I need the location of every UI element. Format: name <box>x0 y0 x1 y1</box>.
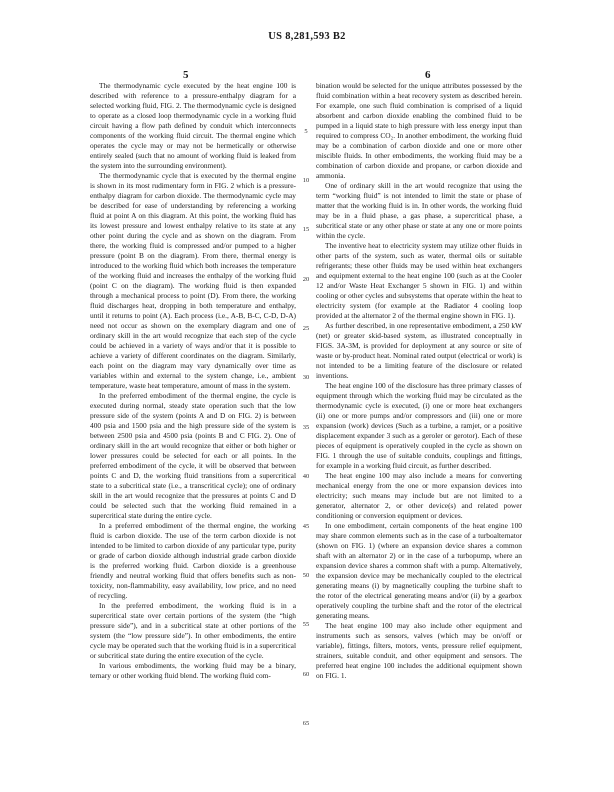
line-number: 45 <box>302 523 310 530</box>
paragraph: As further described, in one representative embodiment, a 250 kW (net) or greater skid-based system, as illustrated conceptually in FIGS. 3A-3M, is provided for deployment at any source or site of waste or by-product heat. Nominal rated output (electrical or work) is not intended to be a limiting feature of the disclosure or related inventions. <box>316 321 522 380</box>
paragraph: The heat engine 100 may also include other equipment and instruments such as sensors, valves (which may be on/off or variable), fittings, filters, motors, vents, pressure relief equipment, strainers, suitable conduit, and other equipment and sensors. The preferred heat engine 100 includes the additional equipment shown on FIG. 1. <box>316 621 522 680</box>
paragraph: In the preferred embodiment, the working fluid is in a supercritical state over certain portions of the system (the “high pressure side”), and in a subcritical state at other portions of the system (the “low pressure side”). In other embodiments, the entire cycle may be operated such that the working fluid is in a supercritical or subcritical state during the entire execution of the cycle. <box>90 601 296 660</box>
paragraph: The thermodynamic cycle that is executed by the thermal engine is shown in its most rudimentary form in FIG. 2 which is a pressure-enthalpy diagram for carbon dioxide. The thermodynamic cycle may be described for ease of understanding by referencing a working fluid at point A on this diagram. At this point, the working fluid has its lowest pressure and lowest enthalpy relative to its state at any other point during the cycle and as shown on the diagram. From there, the working fluid is compressed and/or pumped to a higher pressure (point B on the diagram). From there, thermal energy is introduced to the working fluid which both increases the temperature of the working fluid and increases the enthalpy of the working fluid (point C on the diagram). The working fluid is then expanded through a mechanical process to point (D). From there, the working fluid discharges heat, dropping in both temperature and enthalpy, until it returns to point (A). Each process (i.e., A-B, B-C, C-D, D-A) need not occur as shown on the exemplary diagram and one of ordinary skill in the art would recognize that each step of the cycle could be achieved in a variety of ways and/or that it is possible to achieve a variety of different coordinates on the diagram. Similarly, each point on the diagram may vary dynamically over time as variables within and external to the system change, i.e., ambient temperature, waste heat temperature, amount of mass in the system. <box>90 171 296 390</box>
line-number: 35 <box>302 424 310 431</box>
paragraph: In the preferred embodiment of the thermal engine, the cycle is executed during normal, steady state operation such that the low pressure side of the system (points A and D on FIG. 2) is between 400 psia and 1500 psia and the high pressure side of the system is between 2500 psia and 4500 psia (points B and C FIG. 2). One of ordinary skill in the art would recognize that either or both higher or lower pressures could be selected for each or all points. In the preferred embodiment of the cycle, it will be observed that between points C and D, the working fluid transitions from a supercritical state to a subcritical state (i.e., a transcritical cycle); one of ordinary skill in the art would recognize that the pressures at points C and D could be selected such that the working fluid remained in a supercritical state during the entire cycle. <box>90 391 296 520</box>
line-number: 5 <box>304 128 308 135</box>
paragraph: In one embodiment, certain components of the heat engine 100 may share common elements such as in the case of a turboalternator (shown on FIG. 1) (where an expansion device shares a common shaft with an alternator 2) or in the case of a turbopump, where an expansion device shares a common shaft with a pump. Alternatively, the expansion device may be mechanically coupled to the electrical generating means (i) by magnetically coupling the turbine shaft to the rotor of the electrical generating means and/or (ii) by a gearbox operatively coupling the turbine shaft and the rotor of the electrical generating means. <box>316 521 522 620</box>
paragraph: The heat engine 100 of the disclosure has three primary classes of equipment through which the working fluid may be circulated as the thermodynamic cycle is executed, (i) one or more heat exchangers (ii) one or more pumps and/or compressors and (iii) one or more expansion (work) devices (Such as a turbine, a ramjet, or a positive displacement expander 3 such as a geroler or gerotor). Each of these pieces of equipment is operatively coupled in the cycle as shown on FIG. 1 through the use of suitable conduits, couplings and fittings, for example in a working fluid circuit, as further described. <box>316 381 522 470</box>
paragraph: bination would be selected for the unique attributes possessed by the fluid combination within a heat recovery system as described herein. For example, one such fluid combination is comprised of a liquid absorbent and carbon dioxide enabling the combined fluid to be pumped in a liquid state to high pressure with less energy input than required to compress CO₂. In another embodiment, the working fluid may be a combination of carbon dioxide and one or more other miscible fluids. In other embodiments, the working fluid may be a combination of carbon dioxide and propane, or carbon dioxide and ammonia. <box>316 81 522 180</box>
paragraph: In various embodiments, the working fluid may be a binary, ternary or other working fluid blend. The working fluid com- <box>90 661 296 680</box>
line-number: 10 <box>302 177 310 184</box>
line-number: 20 <box>302 276 310 283</box>
right-column <box>316 81 522 681</box>
line-number: 55 <box>302 621 310 628</box>
left-column-number: 5 <box>183 69 189 81</box>
patent-number: US 8,281,593 B2 <box>268 31 346 42</box>
paragraph: The inventive heat to electricity system may utilize other fluids in other parts of the system, such as water, thermal oils or suitable refrigerants; these other fluids may be used within heat exchangers and equipment external to the heat engine 100 (such as at the Cooler 12 and/or Waste Heat Exchanger 5 shown in FIG. 1) and within cooling or other cycles and subsystems that operate within the heat to electricity system (for example at the Radiator 4 cooling loop provided at the alternator 2 of the thermal engine shown in FIG. 1). <box>316 241 522 320</box>
line-number: 15 <box>302 226 310 233</box>
line-number: 25 <box>302 325 310 332</box>
right-column-number: 6 <box>425 69 431 81</box>
paragraph: The heat engine 100 may also include a means for converting mechanical energy from the one or more expansion devices into electricity; such means may include but are not limited to a generator, alternator 2, or other device(s) and related power conditioning or conversion equipment or devices. <box>316 471 522 520</box>
line-number: 50 <box>302 572 310 579</box>
paragraph: In a preferred embodiment of the thermal engine, the working fluid is carbon dioxide. The use of the term carbon dioxide is not intended to be limited to carbon dioxide of any particular type, purity or grade of carbon dioxide although industrial grade carbon dioxide is the preferred working fluid. Carbon dioxide is a greenhouse friendly and neutral working fluid that offers benefits such as non-toxicity, non-flammability, easy availability, low price, and no need of recycling. <box>90 521 296 600</box>
paragraph: One of ordinary skill in the art would recognize that using the term “working fluid” is not intended to limit the state or phase of matter that the working fluid is in. In other words, the working fluid may be in a fluid phase, a gas phase, a supercritical phase, a subcritical state or any other phase or state at any one or more points within the cycle. <box>316 181 522 240</box>
left-column <box>90 81 296 681</box>
line-number: 40 <box>302 473 310 480</box>
line-number: 65 <box>302 720 310 727</box>
line-number: 30 <box>302 374 310 381</box>
paragraph: The thermodynamic cycle executed by the heat engine 100 is described with reference to a pressure-enthalpy diagram for a selected working fluid, FIG. 2. The thermodynamic cycle is designed to operate as a closed loop thermodynamic cycle in a working fluid circuit having a flow path defined by conduit which interconnects components of the working fluid circuit. The thermal engine which operates the cycle may or may not be hermetically or otherwise entirely sealed (such that no amount of working fluid is leaked from the system into the surrounding environment). <box>90 81 296 170</box>
line-number: 60 <box>302 671 310 678</box>
